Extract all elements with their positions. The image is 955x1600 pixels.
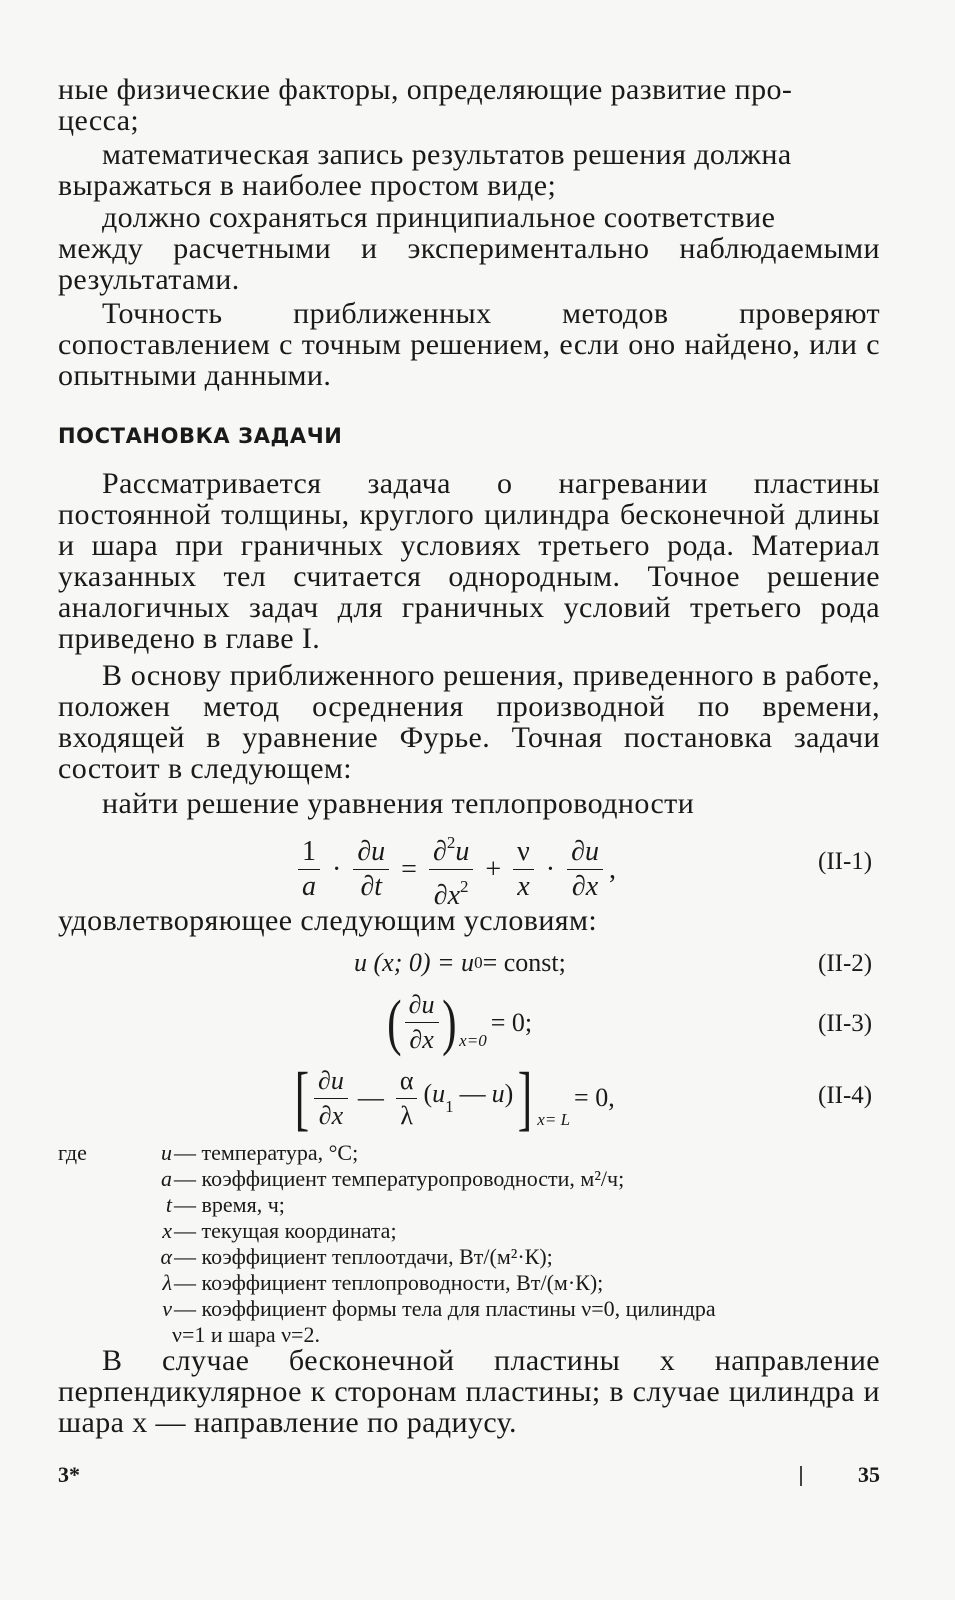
definition-row — [58, 1218, 888, 1244]
fraction-d2u-dx2: $\frac{\partial^2u}{\partial x^2}$ — [429, 828, 473, 911]
equation-symmetry-condition: ( $\frac{\partial u}{\partial x}$ ) x=0 = 0; — [387, 988, 533, 1057]
equation-boundary-condition: [ $\frac{\partial u}{\partial x}$ — $\frac{\alpha}{\lambda}$ ($u_1$ — u) ] x= L = 0, — [294, 1058, 615, 1138]
accuracy-paragraph: Точность приближенных методов проверяют сопоставлением с точным решением, если оно найдено, или с опытными данными. — [58, 297, 880, 392]
list-item-1 — [58, 139, 880, 201]
equation-heat-conduction: $\frac{1}{a}$ · $\frac{\partial u}{\partial t}$ = $\frac{\partial^2u}{\partial x^2}$ + $\frac{\nu}{x}$ · $\frac{\partial u}{\partial x}$ , — [292, 828, 616, 911]
closing-paragraph: В случае бесконечной пластины x направление перпендикулярное к сторонам пластины; в случае цилиндра и шара x — направление по радиусу. — [58, 1344, 880, 1439]
definition-symbol: α — [160, 1244, 172, 1269]
equation-number-3: (II-3) — [818, 1010, 873, 1037]
list-item-2-line-2: между расчетными и экспериментально наблюдаемыми результатами. — [58, 232, 880, 296]
definition-symbol: u — [161, 1140, 172, 1165]
definition-symbol: λ — [162, 1270, 172, 1295]
method-paragraph: В основу приближенного решения, приведенного в работе, положен метод осреднения производной по времени, входящей в уравнение Фурье. Точная постановка задачи состоит в следующем: — [58, 659, 880, 785]
definition-text: — коэффициент формы тела для пластины ν=0, цилиндра — [174, 1296, 716, 1321]
page-number: 35 — [858, 1462, 880, 1487]
definition-symbol: ν — [162, 1296, 172, 1321]
eq3-rest: = 0; — [490, 1007, 533, 1037]
list-item-1-line-1: математическая запись результатов решения должна — [102, 138, 792, 171]
definition-symbol: x — [162, 1218, 172, 1243]
section-heading: ПОСТАНОВКА ЗАДАЧИ — [58, 424, 343, 448]
signature-mark: 3* — [58, 1462, 80, 1487]
symbol-definitions — [58, 1140, 888, 1348]
definition-text: — коэффициент теплопроводности, Вт/(м·К); — [174, 1270, 604, 1295]
list-item-2 — [58, 202, 880, 295]
eq3-sub: x=0 — [459, 1031, 487, 1050]
fraction-du-dx-boundary: $\frac{\partial u}{\partial x}$ — [405, 990, 439, 1055]
definition-text: — время, ч; — [174, 1192, 285, 1217]
definition-row — [58, 1270, 888, 1296]
continuation-line-1: ные физические факторы, определяющие развитие про- — [58, 73, 793, 106]
problem-paragraph: Рассматривается задача о нагревании пластины постоянной толщины, круглого цилиндра бесконечной длины и шара при граничных условиях третьего рода. Материал указанных тел считается однородным. Точное решение аналогичных задач для граничных условий третьего рода приведено в главе I. — [58, 467, 880, 655]
definition-text: — текущая координата; — [174, 1218, 397, 1243]
definition-continuation: ν=1 и шара ν=2. — [172, 1322, 320, 1347]
fraction-one-over-a: $\frac{1}{a}$ — [298, 837, 320, 902]
printer-mark — [800, 1466, 802, 1486]
eq2-sub: 0 — [474, 953, 483, 972]
definition-text: — температура, °С; — [174, 1140, 359, 1165]
eq4-rest: = 0, — [574, 1083, 615, 1112]
eq4-sub: x= L — [537, 1110, 571, 1129]
satisfying-line: удовлетворяющее следующим условиям: — [58, 904, 598, 937]
fraction-du-dx-third-kind: $\frac{\partial u}{\partial x}$ — [314, 1066, 348, 1131]
eq2-rest: = const; — [482, 948, 566, 977]
fraction-du-dt: $\frac{\partial u}{\partial t}$ — [353, 837, 389, 902]
fraction-nu-over-x: $\frac{\nu}{x}$ — [513, 837, 534, 902]
list-item-2-line-1: должно сохраняться принципиальное соответствие — [102, 201, 776, 234]
eq2-main: u (x; 0) = u — [354, 948, 475, 977]
fraction-du-dx: $\frac{\partial u}{\partial x}$ — [567, 837, 603, 902]
find-line: найти решение уравнения теплопроводности — [102, 787, 695, 820]
definition-row — [58, 1296, 888, 1322]
continuation-line-2: цесса; — [58, 104, 140, 137]
definitions-lead: где — [58, 1140, 87, 1165]
list-item-1-line-2: выражаться в наиболее простом виде; — [58, 169, 557, 202]
definition-row — [58, 1192, 888, 1218]
equation-number-1: (II-1) — [818, 848, 873, 875]
definition-text: — коэффициент теплоотдачи, Вт/(м²·К); — [174, 1244, 553, 1269]
definition-row — [58, 1140, 888, 1166]
equation-number-2: (II-2) — [818, 950, 873, 977]
equation-number-4: (II-4) — [818, 1082, 873, 1109]
continuation-paragraph — [58, 74, 880, 136]
definition-row — [58, 1166, 888, 1192]
fraction-alpha-over-lambda: $\frac{\alpha}{\lambda}$ — [396, 1066, 418, 1131]
definition-text: — коэффициент температуропроводности, м²/ч; — [174, 1166, 625, 1191]
definition-symbol: t — [165, 1192, 172, 1217]
equation-initial-condition — [354, 948, 566, 978]
definition-symbol: a — [161, 1166, 172, 1191]
definition-row — [58, 1244, 888, 1270]
